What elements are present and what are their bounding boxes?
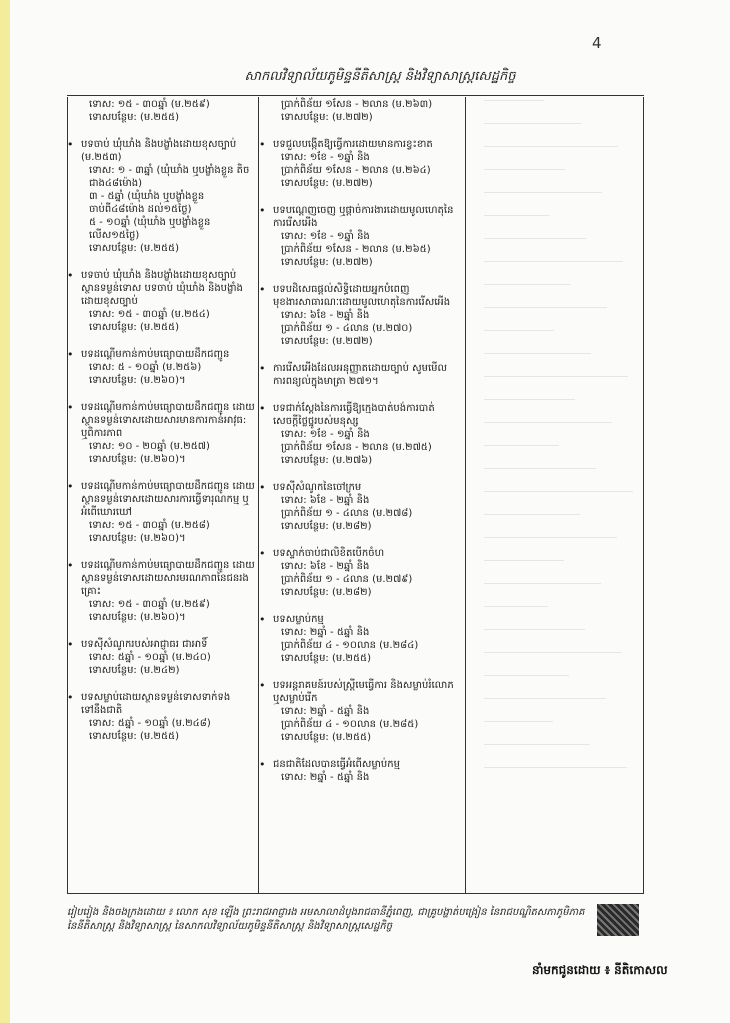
offense-entry — [269, 402, 459, 467]
offense-entry — [269, 204, 459, 269]
penalty-line: ៥ - ១០ឆ្នាំ (ឃុំឃាំង ឬបង្ខាំងខ្លួន លើស១៥ថ្ងៃ) — [89, 217, 211, 241]
penalty-line: ទោស: ២ឆ្នាំ - ៥ឆ្នាំ និង — [281, 627, 370, 638]
offense-title: • បទស៊ីសំណូករបស់អាជ្ញាធរ ជាអាទិ៍ — [77, 638, 255, 651]
show-through-line — [484, 767, 627, 768]
penalty-line: ទោស: ១ខែ - ១ឆ្នាំ និង — [281, 152, 370, 163]
show-through-line — [484, 261, 623, 262]
show-through-line — [484, 606, 548, 607]
penalty-line: ទោសបន្ថែម: (ម.២៧២) — [281, 336, 373, 347]
offense-entry — [269, 758, 459, 784]
offense-title: • បទសម្លាប់កម្ម — [269, 613, 459, 626]
offense-title: • បទស្ទាក់ចាប់ជាលិខិតបើកចំហ — [269, 547, 459, 560]
offense-column-left — [77, 98, 255, 757]
penalty-line: ប្រាក់ពិន័យ ១សែន - ២លាន (ម.២៦៤) — [281, 165, 431, 176]
offense-entry — [269, 613, 459, 665]
offense-entry — [269, 138, 459, 190]
show-through-line — [484, 307, 607, 308]
offense-entry — [77, 480, 255, 545]
penalty-line: ៣ - ៥ឆ្នាំ (ឃុំឃាំង ឬបង្ខាំងខ្លួន ចាប់ពី៤៨ម៉ោង ដល់១៥ថ្ងៃ) — [89, 191, 205, 215]
offense-entry — [269, 98, 459, 124]
penalty-line: ទោស: ៥ឆ្នាំ - ១០ឆ្នាំ (ម.២៤៨) — [89, 718, 211, 729]
penalty-line: ទោសបន្ថែម: (ម.២៧២) — [281, 112, 373, 123]
offense-title: • បទដណ្តើមកាន់កាប់មធ្យោបាយដឹកជញ្ជូន ដោយស្ថានទម្ងន់ទោសដោយសារការធ្វើទារុណកម្ម ឬអំពើឃោរឃៅ — [77, 480, 255, 519]
offense-title: • បទអន្តរាគមន៍របស់ស្ត្រីមេធ្វើការ និងសម្លាប់រំលោភ ឬសម្លាប់រើក — [269, 679, 459, 705]
penalty-line: ទោសបន្ថែម: (ម.២៥៥) — [281, 732, 372, 743]
offense-title: • បទបណ្តេញចេញ ឬផ្តាច់ការងារដោយមូលហេតុនៃការរើសអើង — [269, 204, 459, 230]
show-through-line — [484, 514, 580, 515]
penalty-line: ទោស: ១៥ - ៣០ឆ្នាំ (ម.២៥៩) — [89, 599, 210, 610]
penalty-line: ប្រាក់ពិន័យ ១ - ៤លាន (ម.២៧០) — [281, 323, 413, 334]
offense-title: • បទជាក់ស្តែងនៃការធ្វើឱ្យក្មេងបាត់បង់ការបាត់សេចក្តីថ្លៃថ្នូរបស់មនុស្ស — [269, 402, 459, 428]
penalty-line: ទោសបន្ថែម: (ម.២៥៥) — [281, 653, 372, 664]
penalty-line: ទោស: ១ខែ - ១ឆ្នាំ និង — [281, 429, 370, 440]
page-edge-strip — [0, 0, 10, 1023]
penalty-line: ទោស: ៦ខែ - ២ឆ្នាំ និង — [281, 561, 370, 572]
offense-title: • បទស៊ីសំណូកនៃចៅក្រម — [269, 481, 459, 494]
show-through-line — [484, 721, 553, 722]
offense-entry — [269, 362, 459, 388]
show-through-line — [484, 698, 606, 699]
penalty-line: ទោស: ២ឆ្នាំ - ៥ឆ្នាំ និង — [281, 772, 370, 783]
show-through-line — [484, 675, 569, 676]
show-through-line — [484, 123, 581, 124]
show-through-line — [484, 652, 622, 653]
show-through-line — [484, 537, 617, 538]
show-through-line — [484, 422, 612, 423]
offense-entry — [77, 559, 255, 624]
show-through-line — [484, 629, 585, 630]
offense-entry — [77, 348, 255, 387]
penalty-line: ទោសបន្ថែម: (ម.២៨២) — [281, 587, 372, 598]
penalty-line: ទោសបន្ថែម: (ម.២៨២) — [281, 521, 372, 532]
penalty-line: ទោស: ២ឆ្នាំ - ៥ឆ្នាំ និង — [281, 706, 370, 717]
show-through-line — [484, 215, 549, 216]
penalty-line: ទោសបន្ថែម: (ម.២៦០)។ — [89, 454, 186, 465]
offense-entry — [77, 138, 255, 255]
offense-column-middle — [269, 98, 459, 798]
offense-title: • បទដណ្តើមកាន់កាប់មធ្យោបាយដឹកជញ្ជូន ដោយ ស្ថានទម្ងន់ទោសដោយសារមានការកាន់អាវុធ: ឬពិការភាព — [77, 401, 255, 440]
penalty-line: ទោស: ១ខែ - ១ឆ្នាំ និង — [281, 231, 370, 242]
penalty-line: ទោស: ១ - ៣ឆ្នាំ (ឃុំឃាំង ឬបង្ខាំងខ្លួន តិចជាង៤៨ម៉ោង) — [89, 165, 250, 189]
penalty-line: ទោស: ៥ឆ្នាំ - ១០ឆ្នាំ (ម.២៤០) — [89, 652, 211, 663]
penalty-line: ប្រាក់ពិន័យ ១សែន - ២លាន (ម.២៧៥) — [281, 442, 432, 453]
offense-entry — [77, 401, 255, 466]
compiled-by-note: រៀបរៀង និងចងក្រងដោយ ៖ លោក សុខ ឡើង ព្រះរាជអាជ្ញារង អមសាលាដំបូងរាជធានីភ្នំពេញ, ជាគ្រូបង្ហាត់បង្រៀន នៃរាជបណ្ឌិតសភាភូមិភាគ នៃនីតិសាស្ត្រ និងវិទ្យាសាស្ត្រ នៃសាកលវិទ្យាល័យភូមិន្ទនីតិសាស្ត្រ និងវិទ្យាសាស្ត្រសេដ្ឋកិច្ច — [67, 907, 585, 932]
show-through-line — [484, 284, 570, 285]
show-through-line — [484, 445, 559, 446]
penalty-line: ប្រាក់ពិន័យ ១សែន - ២លាន (ម.២៦៣) — [281, 99, 433, 110]
penalty-line: ទោសបន្ថែម: (ម.២៦០)។ — [89, 612, 186, 623]
penalty-line: ប្រាក់ពិន័យ ១ - ៤លាន (ម.២៧៩) — [281, 574, 413, 585]
penalty-line: ទោសបន្ថែម: (ម.២៥៥) — [89, 112, 180, 123]
offense-entry — [269, 679, 459, 744]
show-through-line — [484, 399, 575, 400]
penalty-line: ទោសបន្ថែម: (ម.២៧៦) — [281, 455, 373, 466]
offense-title: • បទដណ្តើមកាន់កាប់មធ្យោបាយដឹកជញ្ជូន ដោយស្ថានទម្ងន់ទោសដោយសារមរណភាពនៃជនរងគ្រោះ — [77, 559, 255, 598]
show-through-line — [484, 583, 601, 584]
penalty-line: ប្រាក់ពិន័យ ៤ - ១០លាន (ម.២៨៤) — [281, 640, 419, 651]
penalty-line: ទោសបន្ថែម: (ម.២៦០)។ — [89, 533, 186, 544]
penalty-line: ទោសបន្ថែម: (ម.២៤២) — [89, 665, 180, 676]
page-number: 4 — [592, 34, 602, 52]
show-through-line — [484, 560, 564, 561]
penalty-line: ទោស: ១៥ - ៣០ឆ្នាំ (ម.២៥៤) — [89, 309, 210, 320]
offense-title: • បទសម្លាប់ដោយស្ថានទម្ងន់ទោសទាក់ទងទៅនឹងជាតិ — [77, 691, 255, 717]
running-header: សាកលវិទ្យាល័យភូមិន្ទនីតិសាស្ត្រ និងវិទ្យាសាស្ត្រសេដ្ឋកិច្ច — [244, 69, 516, 84]
penalty-line: ទោស: ១០ - ២០ឆ្នាំ (ម.២៥៧) — [89, 441, 210, 452]
publisher-logo — [597, 904, 639, 936]
publisher-credit: នាំមកជូនដោយ ៖ នីតិកោសល — [532, 963, 668, 977]
offense-title: • បទចាប់ ឃុំឃាំង និងបង្ខាំងដោយខុសច្បាប់ (ម.២៥៣) — [77, 138, 255, 164]
penalty-line: ទោស: ១៥ - ៣០ឆ្នាំ (ម.២៥៨) — [89, 520, 210, 531]
penalty-line: ប្រាក់ពិន័យ ៤ - ១០លាន (ម.២៨៥) — [281, 719, 419, 730]
offense-title: • បទជួលបង្កើតឱ្យធ្វើការដោយមានការខ្វះខាត — [269, 138, 459, 151]
penalty-line: ប្រាក់ពិន័យ ១សែន - ២លាន (ម.២៦៥) — [281, 244, 431, 255]
penalty-line: ទោសបន្ថែម: (ម.២៥៥) — [89, 322, 180, 333]
show-through-line — [484, 330, 554, 331]
penalty-line: ទោស: ៥ - ១០ឆ្នាំ (ម.២៥៦) — [89, 362, 202, 373]
offense-entry — [77, 98, 255, 124]
offense-entry — [77, 638, 255, 677]
show-through-line — [484, 169, 565, 170]
show-through-line — [484, 468, 596, 469]
offense-entry — [269, 481, 459, 533]
penalty-line: ទោសបន្ថែម: (ម.២៥៥) — [89, 243, 180, 254]
show-through-line — [484, 238, 586, 239]
offense-title: • ជនជាតិដែលបានធ្វើអំពើសម្លាប់កម្ម — [269, 758, 459, 771]
offense-title: • បទដណ្តើមកាន់កាប់មធ្យោបាយដឹកជញ្ជូន — [77, 348, 255, 361]
offense-title: • បទបដិសេធផ្តល់សិទ្ធិដោយអ្នកបំពេញមុខងារសាធារណៈដោយមូលហេតុនៃការរើសអើង — [269, 283, 459, 309]
column-divider-2 — [465, 97, 466, 894]
show-through-line — [484, 376, 628, 377]
show-through-line — [484, 353, 591, 354]
penalty-line: ទោសបន្ថែម: (ម.២៦០)។ — [89, 375, 186, 386]
penalty-line: ទោសបន្ថែម: (ម.២៥៥) — [89, 731, 180, 742]
offense-entry — [269, 547, 459, 599]
show-through-line — [484, 146, 618, 147]
offense-entry — [77, 691, 255, 743]
penalty-line: ទោសបន្ថែម: (ម.២៧២) — [281, 178, 373, 189]
offense-title: • បទចាប់ ឃុំឃាំង និងបង្ខាំងដោយខុសច្បាប់ ស្ថានទម្ងន់ទោស បទចាប់ ឃុំឃាំង និងបង្ខាំងដោយខុសច្បាប់ — [77, 269, 255, 308]
show-through-line — [484, 100, 544, 101]
offense-entry — [77, 269, 255, 334]
penalty-line: ប្រាក់ពិន័យ ១ - ៤លាន (ម.២៧៨) — [281, 508, 413, 519]
penalty-line: ទោស: ១៥ - ៣០ឆ្នាំ (ម.២៥៩) — [89, 99, 210, 110]
show-through-line — [484, 744, 590, 745]
notes-column — [476, 100, 636, 890]
show-through-line — [484, 491, 633, 492]
penalty-line: ទោសបន្ថែម: (ម.២៧២) — [281, 257, 373, 268]
penalty-line: ទោស: ៦ខែ - ២ឆ្នាំ និង — [281, 310, 370, 321]
show-through-line — [484, 192, 602, 193]
penalty-line: ទោស: ៦ខែ - ២ឆ្នាំ និង — [281, 495, 370, 506]
header-rule — [67, 95, 644, 96]
offense-title: • ការរើសអើងដែលអនុញ្ញាតដោយច្បាប់ សូមមើលការពន្យល់ក្នុងមាត្រា ២៧១។ — [269, 362, 459, 388]
offense-entry — [269, 283, 459, 348]
